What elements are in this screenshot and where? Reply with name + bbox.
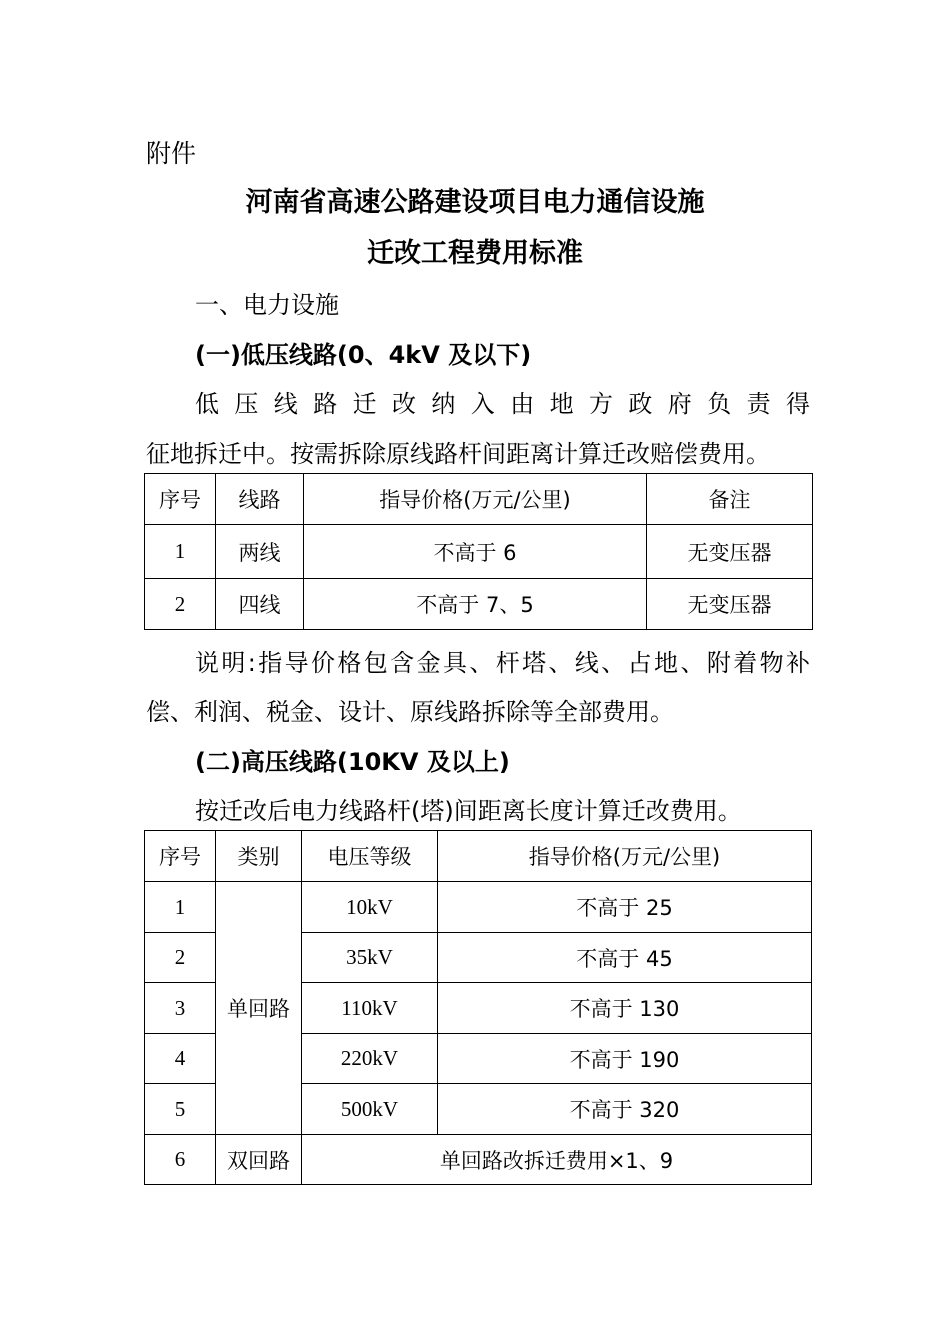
table-cell: 两线 <box>216 525 304 579</box>
header-cell: 类别 <box>216 831 302 882</box>
table-cell: 不高于 45 <box>438 933 812 983</box>
table-cell: 1 <box>145 525 216 579</box>
section-heading-power: 一、电力设施 <box>195 291 339 319</box>
header-cell: 备注 <box>647 474 813 525</box>
table-cell: 10kV <box>302 882 438 933</box>
table-cell: 不高于 130 <box>438 983 812 1034</box>
table-cell: 不高于 190 <box>438 1034 812 1084</box>
high-voltage-price-table <box>144 830 812 1185</box>
table-row <box>145 882 812 933</box>
high-voltage-heading: (二)高压线路(10KV 及以上) <box>195 748 510 776</box>
table-header-row <box>145 474 813 525</box>
low-voltage-note-line-1: 说明:指导价格包含金具、杆塔、线、占地、附着物补 <box>195 649 810 677</box>
table-cell: 110kV <box>302 983 438 1034</box>
table-row <box>145 1135 812 1185</box>
table-cell: 不高于 7、5 <box>304 579 647 630</box>
low-voltage-paragraph-line-1: 低压线路迁改纳入由地方政府负责得 <box>195 390 810 418</box>
table-cell: 四线 <box>216 579 304 630</box>
header-cell: 序号 <box>145 831 216 882</box>
table-cell: 4 <box>145 1034 216 1084</box>
table-header-row <box>145 831 812 882</box>
table-cell: 1 <box>145 882 216 933</box>
table-cell: 2 <box>145 933 216 983</box>
table-cell: 500kV <box>302 1084 438 1135</box>
attachment-label: 附件 <box>146 139 197 168</box>
table-cell: 双回路 <box>216 1135 302 1185</box>
table-cell: 35kV <box>302 933 438 983</box>
table-cell: 3 <box>145 983 216 1034</box>
table-cell: 单回路改拆迁费用×1、9 <box>302 1135 812 1185</box>
header-cell: 电压等级 <box>302 831 438 882</box>
header-cell: 指导价格(万元/公里) <box>438 831 812 882</box>
table-cell: 6 <box>145 1135 216 1185</box>
table-cell: 无变压器 <box>647 525 813 579</box>
table-cell: 不高于 25 <box>438 882 812 933</box>
low-voltage-paragraph-line-2: 征地拆迁中。按需拆除原线路杆间距离计算迁改赔偿费用。 <box>146 440 770 468</box>
table-row <box>145 525 813 579</box>
table-cell: 不高于 320 <box>438 1084 812 1135</box>
table-cell: 不高于 6 <box>304 525 647 579</box>
category-cell-single-circuit: 单回路 <box>216 882 302 1135</box>
header-cell: 指导价格(万元/公里) <box>304 474 647 525</box>
header-cell: 序号 <box>145 474 216 525</box>
table-cell: 2 <box>145 579 216 630</box>
table-row <box>145 579 813 630</box>
table-cell: 5 <box>145 1084 216 1135</box>
high-voltage-paragraph: 按迁改后电力线路杆(塔)间距离长度计算迁改费用。 <box>195 797 742 825</box>
table-cell: 无变压器 <box>647 579 813 630</box>
low-voltage-heading: (一)低压线路(0、4kV 及以下) <box>195 341 532 369</box>
low-voltage-note-line-2: 偿、利润、税金、设计、原线路拆除等全部费用。 <box>146 698 674 726</box>
low-voltage-price-table <box>144 473 813 630</box>
document-title-line-2: 迁改工程费用标准 <box>367 238 583 269</box>
table-cell: 220kV <box>302 1034 438 1084</box>
header-cell: 线路 <box>216 474 304 525</box>
document-title-line-1: 河南省高速公路建设项目电力通信设施 <box>245 187 705 218</box>
